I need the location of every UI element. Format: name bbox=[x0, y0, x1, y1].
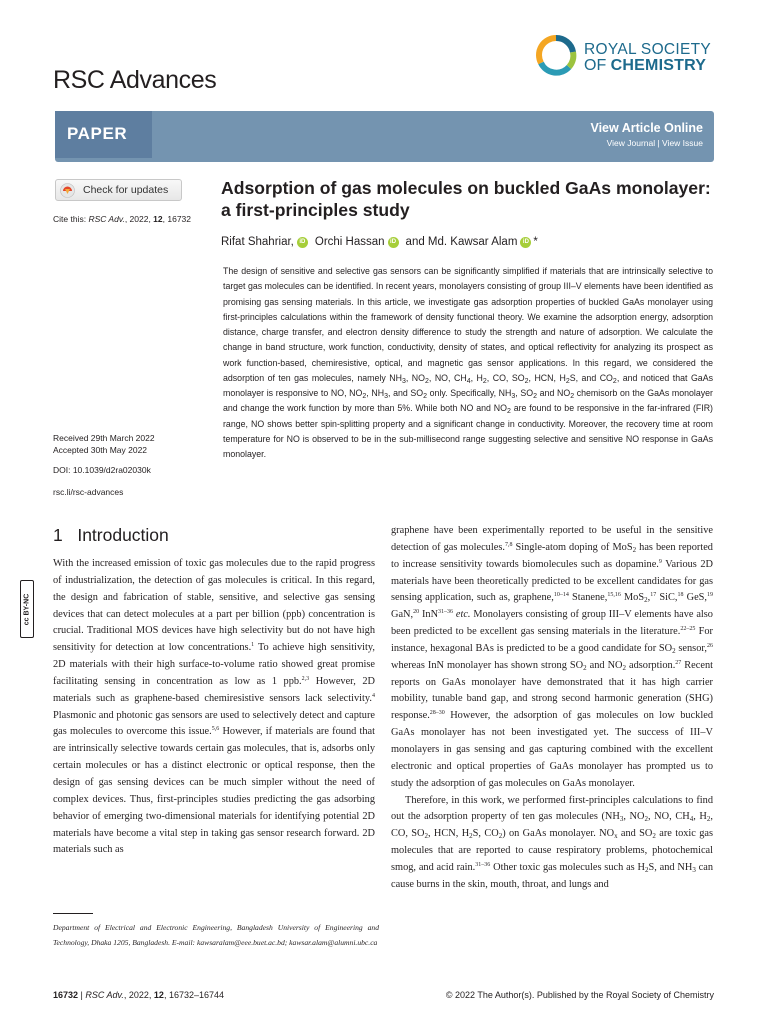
paragraph: graphene have been experimentally reported to be useful in the sensitive detection of gas molecules.$^{7,8}$ Single-atom doping of MoS$_2$ has been reported to increase sensitivity towards biomolecules such as dopamine.$^9$ Various 2D materials have been theoretically predicted to be excellent candidates for gas sensing application, such as, graphene,$^{10-14}$ Stanene,$^{15,16}$ MoS$_2$,$^{17}$ SiC,$^{18}$ GeS,$^{19}$ GaN,$^{20}$ InN$^{31-36}$ etc. Monolayers consisting of group III–V elements have also been predicted to be excellent gas sensing materials in the literature.$^{22-25}$ For instance, hexagonal BAs is predicted to be a good candidate for $SO_2$ sensor,$^{26}$ whereas InN monolayer has shown strong $SO_2$ and $NO_2$ adsorption.$^{27}$ Recent reports on GaAs monolayer have demonstrated that it has high carrier mobility, tunable band gap, and strong second harmonic generation (SHG) response.$^{28-30}$ However, the adsorption of gas molecules on low buckled GaAs monolayer has not been investigated yet. The success of III–V monolayers in gas sensing and gas capturing combined with the excellent electronic and optical properties of GaAs monolayer has prompted us to study the adsorption of gas molecules on GaAs monolayer. bbox=[391, 525, 714, 789]
paragraph: With the increased emission of toxic gas molecules due to the rapid progress of industrialization, the detection of gas molecules is critical. In this regard, the design and fabrication of stable, sensitive, and selective gas sensing devices that can detect molecules at a part per billion (ppb) concentration is crucial. Traditional MOS devices have high selectivity but do not have high sensitivity for detection at low concentrations.$^1$ To achieve high sensitivity, 2D materials with their high surface-to-volume ratio showed great promise facilitating sensing in concentration as low as 1 ppb.$^{2,3}$ However, 2D materials such as graphene-based chemiresistive sensors lack selectivity.$^4$ Plasmonic and photonic gas sensors are used to selectively detect and capture gas molecules to overcome this issue.$^{5,6}$ However, if materials are found that are intrinsically selective towards certain gas molecules, that is, adsorbs only certain molecules or has a distinct electronic or optical response, then the design of gas sensing devices can be much simpler without the need of complex devices. Thus, first-principles studies predicting the gas adsorbing behavior of emerging two-dimensional materials for identifying potential 2D materials have become a vital step in taking gas sensor research forward. 2D materials such as bbox=[53, 558, 375, 856]
doi[interactable]: DOI: 10.1039/d2ra02030k bbox=[53, 465, 151, 475]
abstract: The design of sensitive and selective gas sensors can be significantly simplified if materials that are intrinsically selective to target gas molecules can be identified. In recent years, monolayers consisting of group III–V elements have been identified as promising gas sensing materials. In this article, we investigate gas adsorption properties of buckled GaAs monolayer using first-principles calculations within the framework of density functional theory. We examine the adsorption energy, adsorption distance, charge transfer, and electron density difference to study the strength and nature of adsorption. We calculate the change in band structure, work function, conductivity, density of states, and optical reflectivity for analyzing its prospect as work function-based, chemiresistive, optical, and magnetic gas sensor applications. In this regard, we considered the adsorption of ten gas molecules, namely $NH_3$, $NO_2$, NO, $CH_4$, $H_2$, CO, $SO_2$, HCN, $H_2S$, and $CO_2$, and noticed that GaAs monolayer is responsive to NO, $NO_2$, $NH_3$, and $SO_2$ only. Specifically, $NH_3$, $SO_2$ and $NO_2$ chemisorb on the GaAs monolayer and change the work function by more than 5%. While both NO and $NO_2$ are found to be responsive in the far-infrared (FIR) range, NO shows better spin-splitting property and a significant change in conductivity. Moreover, the recovery time at room temperature for NO is observed to be in the sub-millisecond range suggesting selective and sensitive NO response in GaAs monolayer. bbox=[223, 266, 713, 459]
author-name[interactable]: and Md. Kawsar Alam bbox=[405, 236, 518, 248]
author-name[interactable]: Rifat Shahriar, bbox=[221, 236, 294, 248]
view-article-online-link[interactable]: View Article Online bbox=[590, 121, 703, 135]
paragraph: Therefore, in this work, we performed first-principles calculations to find out the adsorption property of ten gas molecules ($NH_3$, $NO_2$, NO, $CH_4$, $H_2$, CO, $SO_2$, HCN, $H_2S$, $CO_2$) on GaAs monolayer. $NO_x$ and $SO_2$ are toxic gas molecules that are reported to cause respiratory problems, photochemical smog, and acid rain.$^{31-36}$ Other toxic gas molecules such as $H_2S$, and $NH_3$ can cause burns in the skin, mouth, throat, and lungs and bbox=[391, 794, 713, 890]
author-list bbox=[221, 236, 538, 248]
section-heading: 1 Introduction bbox=[53, 525, 169, 545]
footnote-rule bbox=[53, 913, 93, 914]
copyright-notice: © 2022 The Author(s). Published by the Royal Society of Chemistry bbox=[445, 990, 714, 1000]
check-for-updates-button[interactable] bbox=[55, 179, 182, 201]
affiliation-footnote: Department of Electrical and Electronic Engineering, Bangladesh University of Engineering and Technology, Dhaka 1205, Bangladesh. E-mail: kawsaralam@eee.buet.ac.bd; kawsar.alam@alumni.ubc.ca bbox=[53, 923, 379, 948]
check-updates-icon bbox=[60, 183, 75, 198]
journal-name: RSC Advances bbox=[53, 66, 217, 94]
article-type-banner bbox=[55, 111, 714, 162]
view-journal-issue-links[interactable]: View Journal | View Issue bbox=[606, 138, 703, 148]
orcid-icon[interactable]: iD bbox=[297, 237, 308, 248]
received-date: Received 29th March 2022 bbox=[53, 433, 155, 443]
article-title: Adsorption of gas molecules on buckled GaAs monolayer: a first-principles study bbox=[221, 178, 711, 220]
body-column-left bbox=[53, 556, 375, 859]
rsc-logo[interactable] bbox=[533, 32, 719, 78]
orcid-icon[interactable]: iD bbox=[520, 237, 531, 248]
article-type-label: PAPER bbox=[67, 124, 128, 143]
rsc-logo-line1: ROYAL SOCIETY bbox=[584, 41, 712, 58]
cc-license-icon: cc BY-NC bbox=[23, 593, 31, 625]
orcid-icon[interactable]: iD bbox=[388, 237, 399, 248]
body-column-right bbox=[391, 523, 713, 894]
page-footer-citation: 16732 | RSC Adv., 2022, 12, 16732–16744 bbox=[53, 990, 224, 1000]
journal-url[interactable]: rsc.li/rsc-advances bbox=[53, 487, 124, 497]
corresponding-author-mark: * bbox=[533, 236, 538, 248]
author-name[interactable]: Orchi Hassan bbox=[314, 236, 385, 248]
cite-this: Cite this: RSC Adv., 2022, 12, 16732 bbox=[53, 214, 192, 224]
check-for-updates-label: Check for updates bbox=[83, 184, 169, 196]
accepted-date: Accepted 30th May 2022 bbox=[53, 445, 148, 455]
rsc-logo-line2: OF CHEMISTRY bbox=[584, 57, 707, 74]
rsc-ring-icon bbox=[533, 32, 579, 78]
